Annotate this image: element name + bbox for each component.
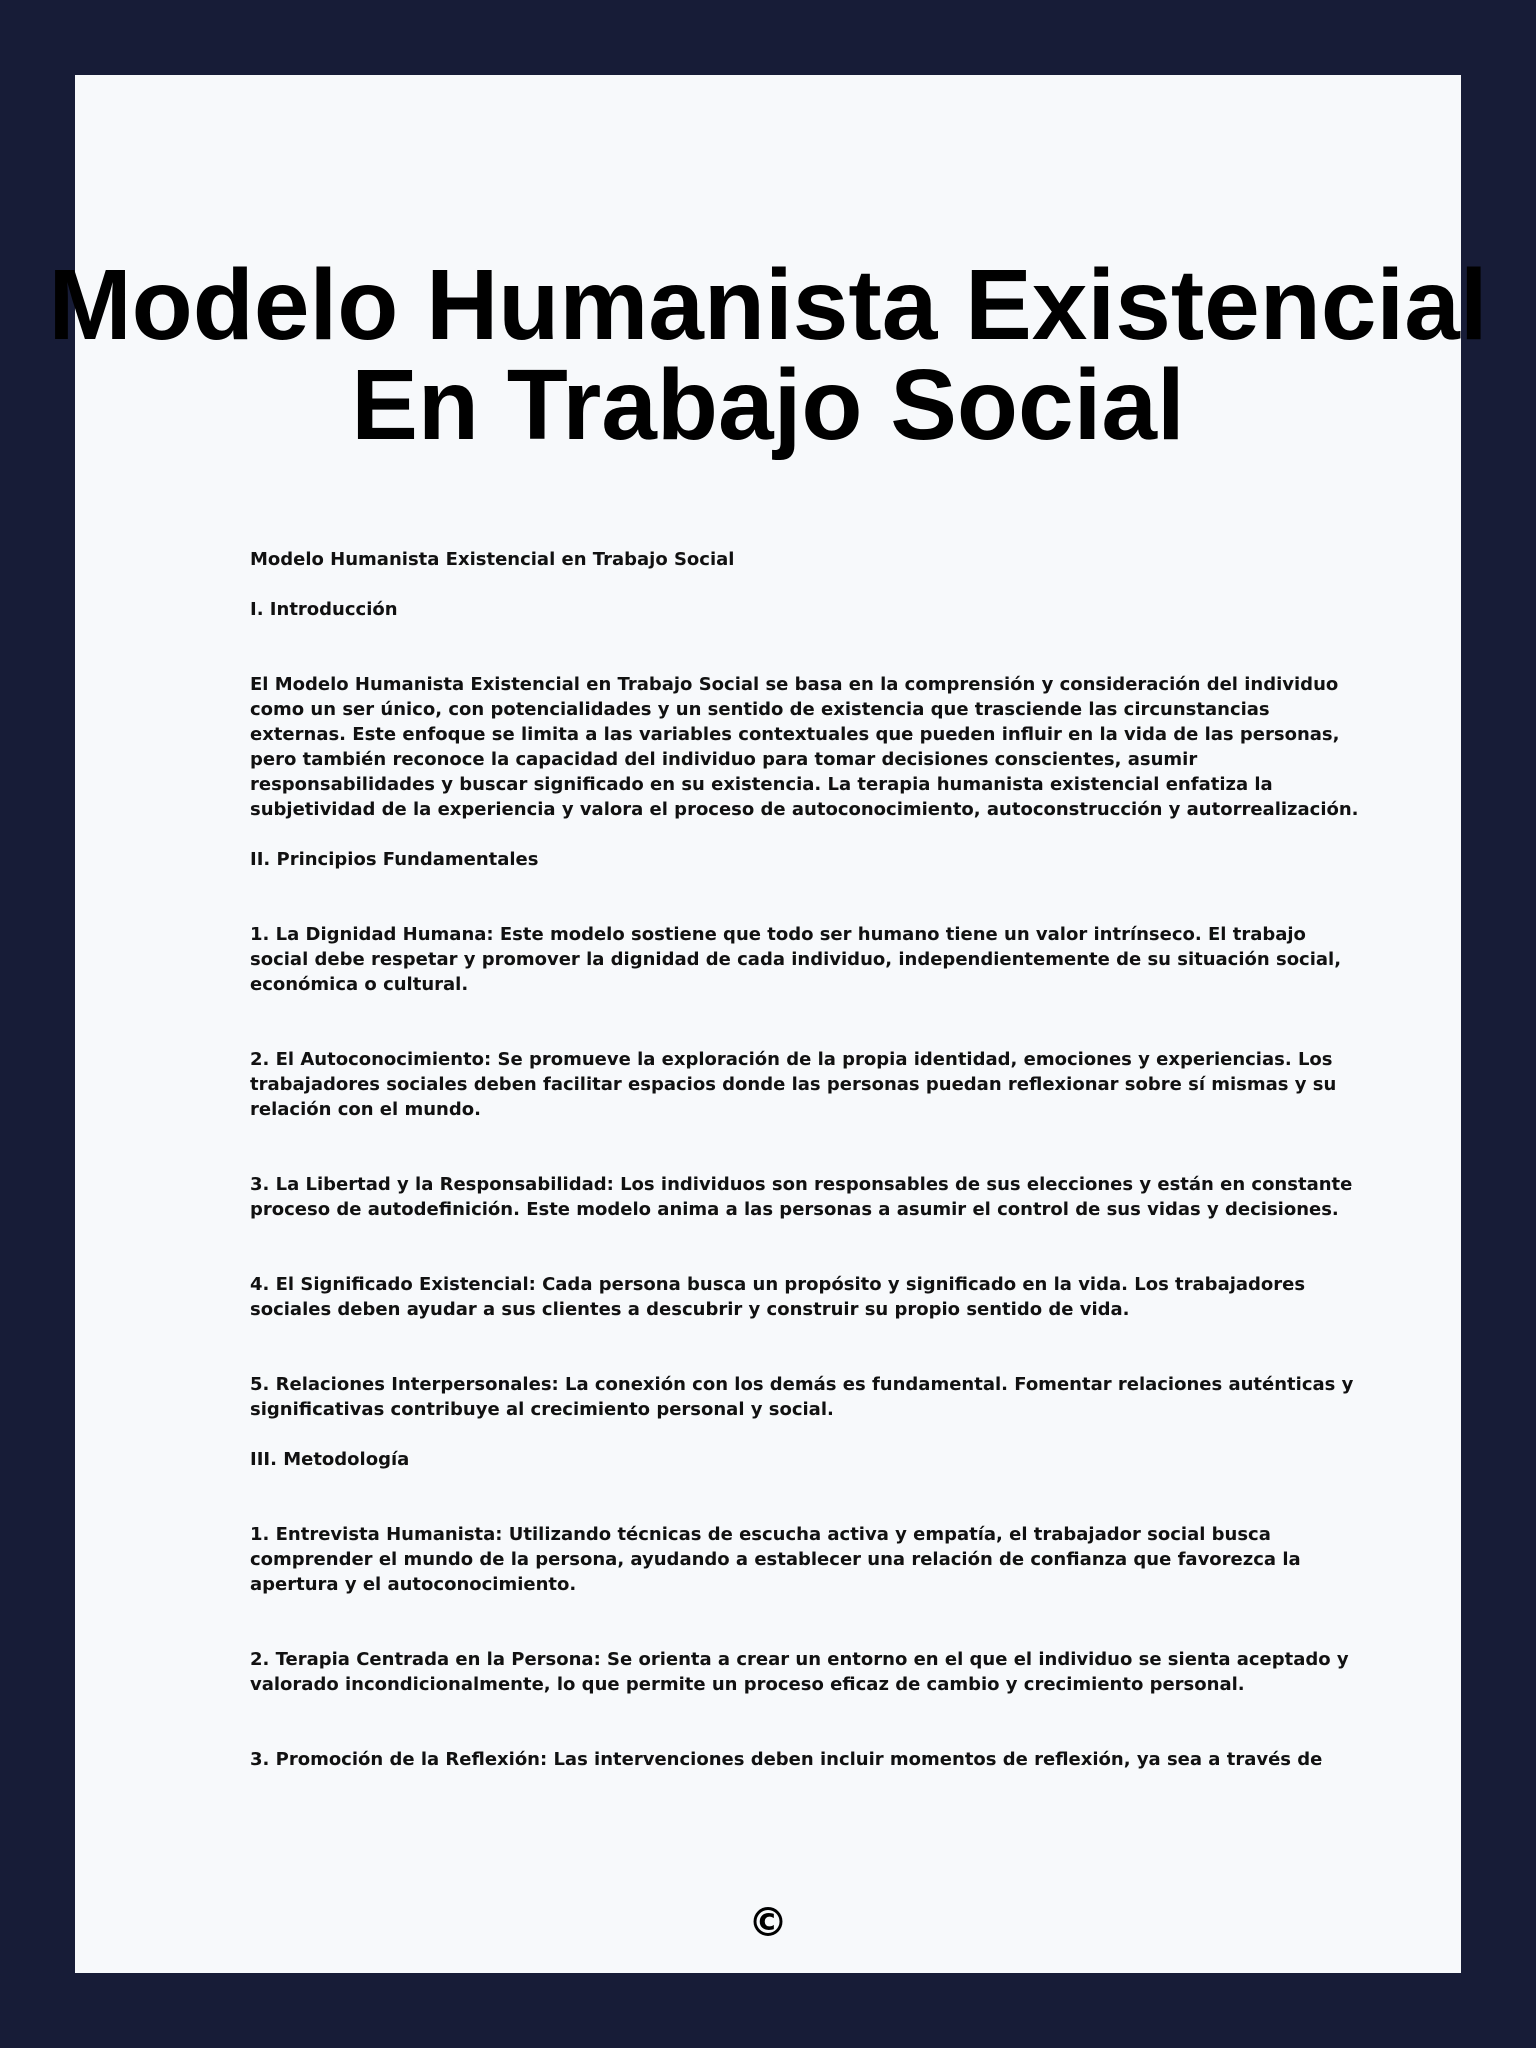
paragraph: 2. Terapia Centrada en la Persona: Se orienta a crear un entorno en el que el individuo se sienta aceptado y valorado incondicionalmente, lo que permite un proceso eficaz de cambio y crecimiento personal. <box>250 1649 1349 1695</box>
section-heading: III. Metodología <box>250 1449 410 1470</box>
document-page <box>48 75 1488 1973</box>
document-body <box>250 547 1360 1822</box>
section-heading: I. Introducción <box>250 599 398 620</box>
document-title: Modelo Humanista Existencial en Trabajo Social <box>250 549 735 570</box>
copyright-icon: © <box>748 1900 788 1946</box>
paragraph: 5. Relaciones Interpersonales: La conexión con los demás es fundamental. Fomentar relaciones auténticas y significativas contribuye al crecimiento personal y social. <box>250 1374 1354 1420</box>
section-heading: II. Principios Fundamentales <box>250 849 539 870</box>
paragraph: 3. La Libertad y la Responsabilidad: Los individuos son responsables de sus elecciones y están en constante proceso de autodefinición. Este modelo anima a las personas a asumir el control de sus vidas y decisiones. <box>250 1174 1353 1220</box>
paragraph: 1. Entrevista Humanista: Utilizando técnicas de escucha activa y empatía, el trabajador social busca comprender el mundo de la persona, ayudando a establecer una relación de confianza que favorezca la apertura y el autoconocimiento. <box>250 1524 1301 1595</box>
paragraph: El Modelo Humanista Existencial en Trabajo Social se basa en la comprensión y consideración del individuo como un ser único, con potencialidades y un sentido de existencia que trasciende las circunstancias externas. Este enfoque se limita a las variables contextuales que pueden influir en la vida de las personas, pero también reconoce la capacidad del individuo para tomar decisiones conscientes, asumir responsabilidades y buscar significado en su existencia. La terapia humanista existencial enfatiza la subjetividad de la experiencia y valora el proceso de autoconocimiento, autoconstrucción y autorrealización. <box>250 674 1359 820</box>
paragraph: 1. La Dignidad Humana: Este modelo sostiene que todo ser humano tiene un valor intrínseco. El trabajo social debe respetar y promover la dignidad de cada individuo, independientemente de su situación social, económica o cultural. <box>250 924 1342 995</box>
main-title: Modelo Humanista Existencial En Trabajo Social <box>48 249 1488 461</box>
paragraph: 3. Promoción de la Reflexión: Las intervenciones deben incluir momentos de reflexión, ya sea a través de <box>250 1749 1323 1770</box>
paragraph: 2. El Autoconocimiento: Se promueve la exploración de la propia identidad, emociones y experiencias. Los trabajadores sociales deben facilitar espacios donde las personas puedan reflexionar sobre sí mismas y su relación con el mundo. <box>250 1049 1337 1120</box>
paragraph: 4. El Significado Existencial: Cada persona busca un propósito y significado en la vida. Los trabajadores sociales deben ayudar a sus clientes a descubrir y construir su propio sentido de vida. <box>250 1274 1306 1320</box>
